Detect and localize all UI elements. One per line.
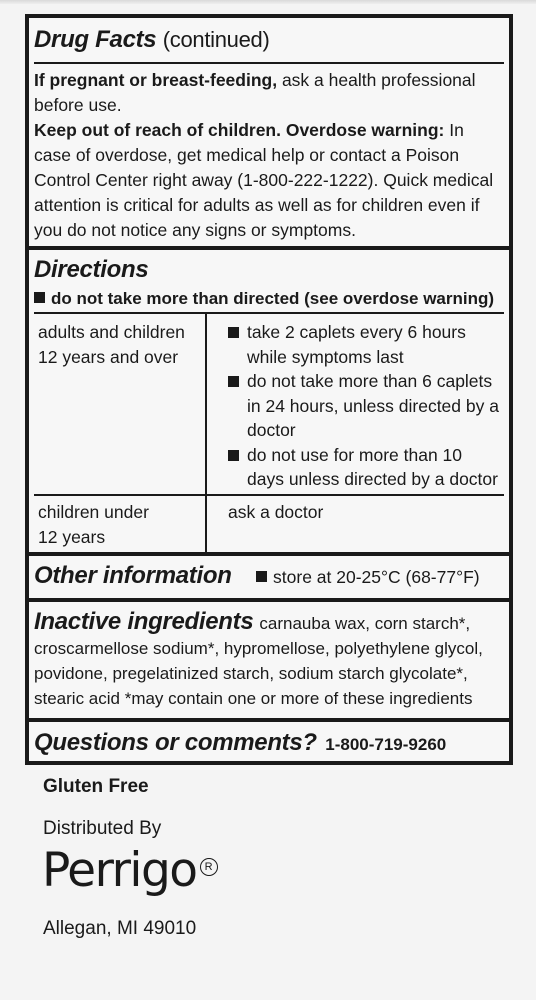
drug-facts-header <box>34 26 504 54</box>
inactive-ingredients-title: Inactive ingredients <box>34 608 254 635</box>
questions-phone: 1-800-719-9260 <box>325 735 447 754</box>
drug-facts-panel <box>25 14 513 765</box>
pregnancy-warning <box>34 68 504 118</box>
table-row-rule <box>34 494 504 496</box>
table-row-instruction: ask a doctor <box>228 502 324 522</box>
list-item <box>228 320 500 369</box>
directions-warning-text: do not take more than directed (see overdose warning) <box>51 289 495 308</box>
keep-out-warning <box>34 118 504 243</box>
perrigo-logo <box>42 843 218 898</box>
other-information-item <box>256 567 480 587</box>
inactive-ingredients-text: carnauba wax, corn starch*, croscarmellose sodium*, hypromellose, polyethylene glycol, povidone, pregelatinized starch, sodium starch glycolate*, stearic acid *may contain one or more of these ingredients <box>34 614 483 708</box>
bullet-square-icon <box>256 571 267 582</box>
bullet-square-icon <box>34 292 45 303</box>
bullet-square-icon <box>228 376 239 387</box>
keep-out-text: In case of overdose, get medical help or contact a Poison Control Center right away (1-800-222-1222). Quick medical attention is critical for adults as well as for children even if you do not notice any signs or symptoms. <box>34 120 494 240</box>
distributed-by-label: Distributed By <box>43 818 162 839</box>
list-item <box>228 443 500 492</box>
bullet-square-icon <box>228 327 239 338</box>
address-text: Allegan, MI 49010 <box>43 918 197 939</box>
directions-header <box>34 256 504 284</box>
header-rule <box>34 62 504 64</box>
gluten-free-label: Gluten Free <box>43 776 149 797</box>
questions <box>34 729 504 757</box>
section-divider <box>29 718 509 722</box>
inactive-ingredients <box>34 608 502 711</box>
section-divider <box>29 246 509 250</box>
pregnancy-label: If pregnant or breast-feeding, <box>34 70 278 90</box>
other-information-title: Other information <box>34 562 232 589</box>
pregnancy-text: ask a health professional before use. <box>34 70 476 115</box>
directions-warning <box>34 286 504 311</box>
keep-out-label: Keep out of reach of children. Overdose warning: <box>34 120 445 140</box>
brand-name: Perrigo <box>42 843 197 898</box>
bullet-square-icon <box>228 450 239 461</box>
table-row-group: adults and children 12 years and over <box>38 322 185 367</box>
section-divider <box>29 552 509 556</box>
section-divider <box>29 598 509 602</box>
storage-text: store at 20-25°C (68-77°F) <box>273 567 480 587</box>
instruction-text: do not take more than 6 caplets in 24 hours, unless directed by a doctor <box>247 371 499 440</box>
table-row-group: children under 12 years <box>38 502 149 547</box>
instruction-text: take 2 caplets every 6 hours while symptoms last <box>247 322 466 367</box>
table-top-rule <box>34 312 504 314</box>
questions-title: Questions or comments? <box>34 729 317 756</box>
drug-facts-title: Drug Facts <box>34 26 157 53</box>
table-column-divider <box>205 314 207 552</box>
directions-title: Directions <box>34 256 149 283</box>
table-row-instructions <box>228 320 500 492</box>
drug-facts-continued: (continued) <box>162 27 270 52</box>
other-information <box>34 562 504 590</box>
registered-mark-icon: R <box>200 858 218 876</box>
package-top-edge <box>0 0 536 4</box>
list-item <box>228 369 500 443</box>
instruction-text: do not use for more than 10 days unless directed by a doctor <box>247 444 498 489</box>
